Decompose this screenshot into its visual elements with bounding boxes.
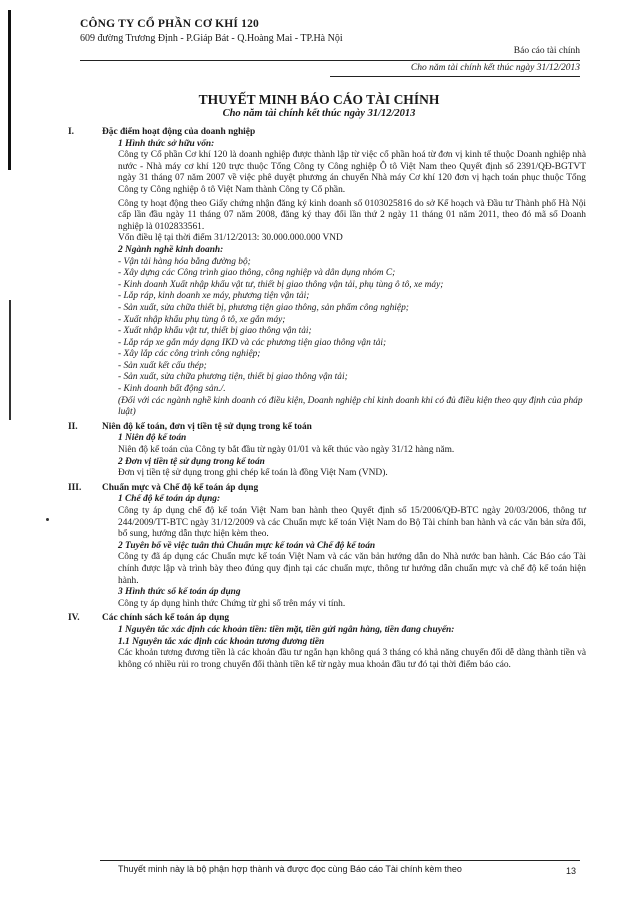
list-item: - Sản xuất, sửa chữa phương tiện, thiết bị giao thông vận tải; <box>118 372 348 383</box>
paragraph: Các khoản tương đương tiền là các khoản đầu tư ngắn hạn không quá 3 tháng có khả năng chuyển đổi dễ dàng thành tiền và không có nhiều rủi ro trong chuyển đổi thành tiền kể từ ngày mua khoản đầu tư đó tại thời điểm báo cáo. <box>118 648 586 670</box>
subsection-heading: 1.1 Nguyên tắc xác định các khoản tương đương tiền <box>118 636 325 647</box>
list-item: - Sản xuất, sửa chữa thiết bị, phương tiện giao thông, sản phẩm công nghiệp; <box>118 302 409 313</box>
section-title: Đặc điểm hoạt động của doanh nghiệp <box>102 127 256 137</box>
list-item: - Sản xuất kết cấu thép; <box>118 360 207 371</box>
document-title: THUYẾT MINH BÁO CÁO TÀI CHÍNH <box>198 92 440 107</box>
paragraph: Công ty áp dụng chế độ kế toán Việt Nam ban hành theo Quyết định số 15/2006/QĐ-BTC ngày 20/03/2006, thông tư 244/2009/TT-BTC ngày 31/12/2009 và các Chuẩn mực kế toán Việt Nam do Bộ Tài chính ban hành và các văn bản sửa đổi, bổ sung, hướng dẫn thực hiện kèm theo. <box>118 506 586 540</box>
section-number: I. <box>68 127 74 137</box>
subsection-heading: 2 Đơn vị tiền tệ sử dụng trong kế toán <box>118 456 265 467</box>
header-divider <box>80 60 580 61</box>
list-item: - Xuất nhập khẩu vật tư, thiết bị giao thông vận tải; <box>118 326 312 337</box>
binding-edge-mark <box>9 300 11 420</box>
paragraph: Công ty Cổ phần Cơ khí 120 là doanh nghiệp được thành lập từ việc cổ phần hoá từ đơn vị kinh tế thuộc Doanh nghiệp nhà nước - Nhà máy cơ khí 120 trực thuộc Tổng Công ty Công nghiệp Ô tô Việt Nam theo Quyết định số 2391/QĐ-BGTVT ngày 31 tháng 07 năm 2007 về việc phê duyệt phương án chuyển Nhà máy Cơ khí 120 đơn vị hạch toán phục thuộc Tổng Công ty Công nghiệp ô tô Việt Nam thành Công ty Cổ phần. <box>118 150 586 195</box>
company-address: 609 đường Trương Định - P.Giáp Bát - Q.Hoàng Mai - TP.Hà Nội <box>80 33 343 44</box>
list-item: - Kinh doanh bất động sản./. <box>118 384 226 395</box>
section-title: Chuẩn mực và Chế độ kế toán áp dụng <box>102 482 259 493</box>
section-number: II. <box>68 421 78 432</box>
scan-mark <box>46 518 49 521</box>
subsection-heading: 1 Nguyên tắc xác định các khoản tiền: tiền mặt, tiền gửi ngân hàng, tiền đang chuyển: <box>118 624 455 635</box>
list-item: - Lắp ráp, kinh doanh xe máy, phương tiện vận tải; <box>118 291 310 302</box>
header-divider-short <box>330 76 580 77</box>
company-name: CÔNG TY CỔ PHẦN CƠ KHÍ 120 <box>80 18 259 30</box>
report-period: Cho năm tài chính kết thúc ngày 31/12/2013 <box>410 63 580 73</box>
footer-divider <box>100 860 580 861</box>
paragraph: Niên độ kế toán của Công ty bắt đầu từ ngày 01/01 và kết thúc vào ngày 31/12 hàng năm. <box>118 445 455 456</box>
document-body <box>68 124 586 671</box>
section-number: IV. <box>68 613 80 624</box>
report-type: Báo cáo tài chính <box>513 46 580 56</box>
section-number: III. <box>68 482 82 493</box>
binding-edge-mark <box>8 10 11 170</box>
note-text: (Đối với các ngành nghề kinh doanh có điều kiện, Doanh nghiệp chỉ kinh doanh khi có đủ điều kiện theo quy định của pháp luật) <box>118 395 583 418</box>
section-title: Niên độ kế toán, đơn vị tiền tệ sử dụng trong kế toán <box>102 421 312 432</box>
list-item: - Vận tải hàng hóa bằng đường bộ; <box>118 256 251 267</box>
list-item: - Kinh doanh Xuất nhập khẩu vật tư, thiết bị giao thông vận tải, phụ tùng ô tô, xe máy; <box>118 279 444 290</box>
section-heading <box>68 483 586 495</box>
section-heading <box>68 127 586 139</box>
subsection-heading: 2 Tuyên bố về việc tuân thủ Chuẩn mực kế toán và Chế độ kế toán <box>118 540 376 551</box>
subsection-heading: 2 Ngành nghề kinh doanh: <box>118 244 224 255</box>
document-header <box>80 18 343 44</box>
paragraph: Công ty hoạt động theo Giấy chứng nhận đăng ký kinh doanh số 0103025816 do sở Kế hoạch và Đầu tư Thành phố Hà Nội cấp lần đầu ngày 11 tháng 07 năm 2008, đăng ký thay đổi lần thứ 2 ngày 11 tháng 01 năm 2011, theo đó mã số Doanh nghiệp là 0102833561. <box>118 198 586 232</box>
section-title: Các chính sách kế toán áp dụng <box>102 613 230 624</box>
paragraph: Công ty đã áp dụng các Chuẩn mực kế toán Việt Nam và các văn bản hướng dẫn do Nhà nước ban hành. Các Báo cáo Tài chính được lập và trình bày theo đúng quy định tại các chuẩn mực, thông tư hướng dẫn chuẩn mực và chế độ kế toán hiện hành. <box>118 552 586 586</box>
subsection-heading: 1 Niên độ kế toán <box>118 433 187 444</box>
section-heading <box>68 613 586 625</box>
paragraph: Công ty áp dụng hình thức Chứng từ ghi sổ trên máy vi tính. <box>118 598 346 609</box>
page-number: 13 <box>565 866 576 876</box>
subsection-heading: 3 Hình thức sổ kế toán áp dụng <box>118 587 241 598</box>
subsection-heading: 1 Chế độ kế toán áp dụng: <box>118 494 221 505</box>
list-item: - Lắp ráp xe gắn máy dạng IKD và các phương tiện giao thông vận tải; <box>118 337 387 348</box>
subsection-heading: 1 Hình thức sở hữu vốn: <box>118 138 215 149</box>
footer-note: Thuyết minh này là bộ phận hợp thành và được đọc cùng Báo cáo Tài chính kèm theo <box>118 864 462 874</box>
paragraph: Vốn điều lệ tại thời điểm 31/12/2013: 30.000.000.000 VND <box>118 233 343 244</box>
document-subtitle: Cho năm tài chính kết thúc ngày 31/12/2013 <box>222 108 416 119</box>
paragraph: Đơn vị tiền tệ sử dụng trong ghi chép kế toán là đồng Việt Nam (VND). <box>118 468 388 479</box>
list-item: - Xây lắp các công trình công nghiệp; <box>118 349 261 360</box>
list-item: - Xuất nhập khẩu phụ tùng ô tô, xe gắn máy; <box>118 314 286 325</box>
list-item: - Xây dựng các Công trình giao thông, công nghiệp và dân dụng nhóm C; <box>118 268 396 279</box>
section-heading <box>68 422 586 434</box>
